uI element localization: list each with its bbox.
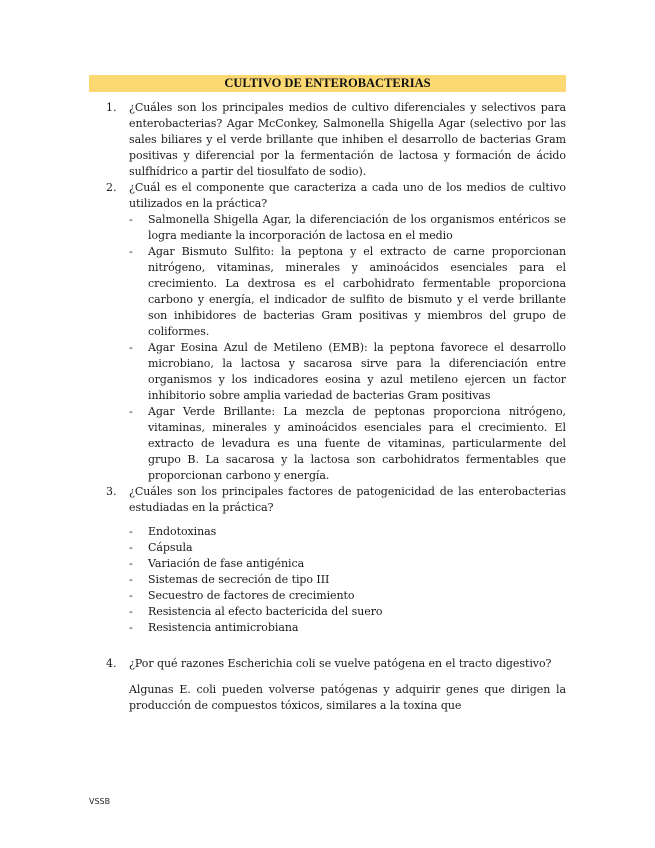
bullet-dash: - [129, 541, 133, 554]
list-item-text: Salmonella Shigella Agar, la diferenciación de los organismos entéricos se logra mediante la incorporación de lactosa en el medio [148, 213, 566, 242]
bullet-dash: - [129, 557, 133, 570]
document-body [106, 100, 566, 714]
list-item [129, 604, 566, 620]
list-item [129, 572, 566, 588]
bullet-dash: - [129, 405, 133, 418]
list-item [129, 244, 566, 340]
bullet-dash: - [129, 589, 133, 602]
list-item-text: Resistencia al efecto bactericida del suero [148, 605, 383, 618]
bullet-dash: - [129, 341, 133, 354]
question-number: 4. [106, 657, 117, 670]
question-number: 3. [106, 485, 117, 498]
question-number: 2. [106, 181, 117, 194]
bullet-dash: - [129, 525, 133, 538]
answer-paragraph: Algunas E. coli pueden volverse patógenas y adquirir genes que dirigen la producción de compuestos tóxicos, similares a la toxina que [129, 683, 566, 712]
list-item [129, 588, 566, 604]
list-item [129, 620, 566, 636]
question-number: 1. [106, 101, 117, 114]
list-item-text: Secuestro de factores de crecimiento [148, 589, 355, 602]
list-item-text: Variación de fase antigénica [148, 557, 305, 570]
question-3 [106, 484, 566, 516]
list-item-text: Resistencia antimicrobiana [148, 621, 299, 634]
bullet-dash: - [129, 621, 133, 634]
list-item [129, 212, 566, 244]
bullet-dash: - [129, 213, 133, 226]
bullet-dash: - [129, 573, 133, 586]
list-item-text: Cápsula [148, 541, 193, 554]
list-item-text: Agar Verde Brillante: La mezcla de peptonas proporciona nitrógeno, vitaminas, minerales y aminoácidos esenciales para el crecimiento. El extracto de levadura es una fuente de vitaminas, particularmente del grupo B. La sacarosa y la lactosa son carbohidratos fermentables que proporcionan carbono y energía. [148, 405, 566, 482]
question-2 [106, 180, 566, 212]
list-item [129, 524, 566, 540]
list-item-text: Endotoxinas [148, 525, 217, 538]
list-item-text: Agar Bismuto Sulfito: la peptona y el extracto de carne proporcionan nitrógeno, vitaminas, minerales y aminoácidos esenciales para el crecimiento. La dextrosa es el carbohidrato fermentable proporciona carbono y energía, el indicador de sulfito de bismuto y el verde brillante son inhibidores de bacterias Gram positivas y miembros del grupo de coliformes. [148, 245, 566, 338]
list-item [129, 556, 566, 572]
list-item-text: Agar Eosina Azul de Metileno (EMB): la peptona favorece el desarrollo microbiano, la lactosa y sacarosa sirve para la diferenciación entre organismos y los indicadores eosina y azul metileno ejercen un factor inhibitorio sobre amplia variedad de bacterias Gram positivas [148, 341, 566, 402]
question-text: ¿Cuáles son los principales medios de cultivo diferenciales y selectivos para enterobacterias? Agar McConkey, Salmonella Shigella Agar (selectivo por las sales biliares y el verde brillante que inhiben el desarrollo de bacterias Gram positivas y diferencial por la fermentación de lactosa y formación de ácido sulfhídrico a partir del tiosulfato de sodio). [129, 101, 566, 178]
footer-initials: VSSB [89, 797, 111, 806]
list-item [129, 404, 566, 484]
question-1 [106, 100, 566, 180]
list-item [129, 540, 566, 556]
bullet-dash: - [129, 605, 133, 618]
list-item-text: Sistemas de secreción de tipo III [148, 573, 330, 586]
question-4 [106, 656, 566, 672]
question-text: ¿Cuál es el componente que caracteriza a cada uno de los medios de cultivo utilizados en la práctica? [129, 181, 566, 210]
document-title: CULTIVO DE ENTEROBACTERIAS [89, 75, 566, 92]
question-text: ¿Cuáles son los principales factores de patogenicidad de las enterobacterias estudiadas en la práctica? [129, 485, 566, 514]
question-text: ¿Por qué razones Escherichia coli se vuelve patógena en el tracto digestivo? [129, 657, 552, 670]
list-item [129, 340, 566, 404]
bullet-dash: - [129, 245, 133, 258]
